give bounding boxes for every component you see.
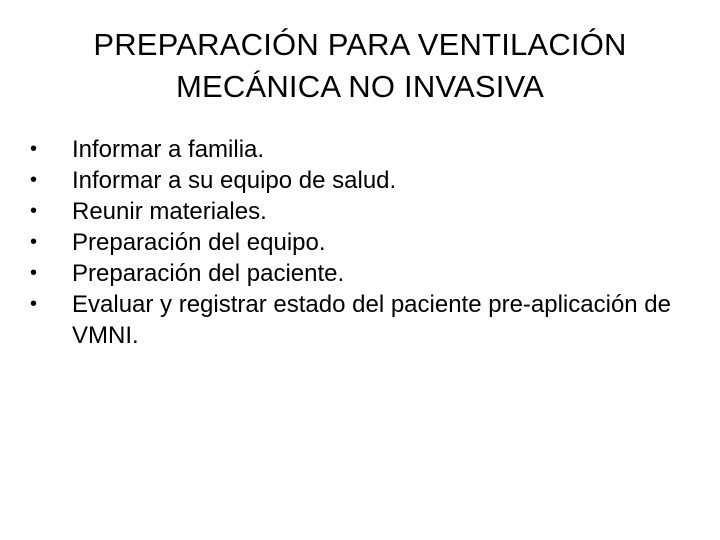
slide-title <box>40 24 680 108</box>
slide-title-line-1: PREPARACIÓN PARA VENTILACIÓN <box>93 27 627 62</box>
bullet-item <box>30 289 690 351</box>
bullet-text: Evaluar y registrar estado del paciente pre-aplicación de VMNI. <box>72 291 672 349</box>
bullet-dot-icon: • <box>30 200 38 222</box>
bullet-item <box>30 258 690 289</box>
bullet-item <box>30 196 690 227</box>
bullet-item <box>30 165 690 196</box>
bullet-text: Informar a su equipo de salud. <box>72 167 397 194</box>
bullet-item <box>30 227 690 258</box>
slide-title-line-2: MECÁNICA NO INVASIVA <box>175 69 545 104</box>
bullet-item <box>30 134 690 165</box>
bullet-dot-icon: • <box>30 262 38 284</box>
bullet-dot-icon: • <box>30 169 38 191</box>
bullet-dot-icon: • <box>30 293 38 315</box>
bullet-text: Informar a familia. <box>72 136 265 163</box>
bullet-text: Preparación del equipo. <box>72 229 326 256</box>
bullet-text: Preparación del paciente. <box>72 260 345 287</box>
bullet-dot-icon: • <box>30 138 38 160</box>
bullet-text: Reunir materiales. <box>72 198 267 225</box>
bullet-dot-icon: • <box>30 231 38 253</box>
bullet-list <box>30 134 690 351</box>
